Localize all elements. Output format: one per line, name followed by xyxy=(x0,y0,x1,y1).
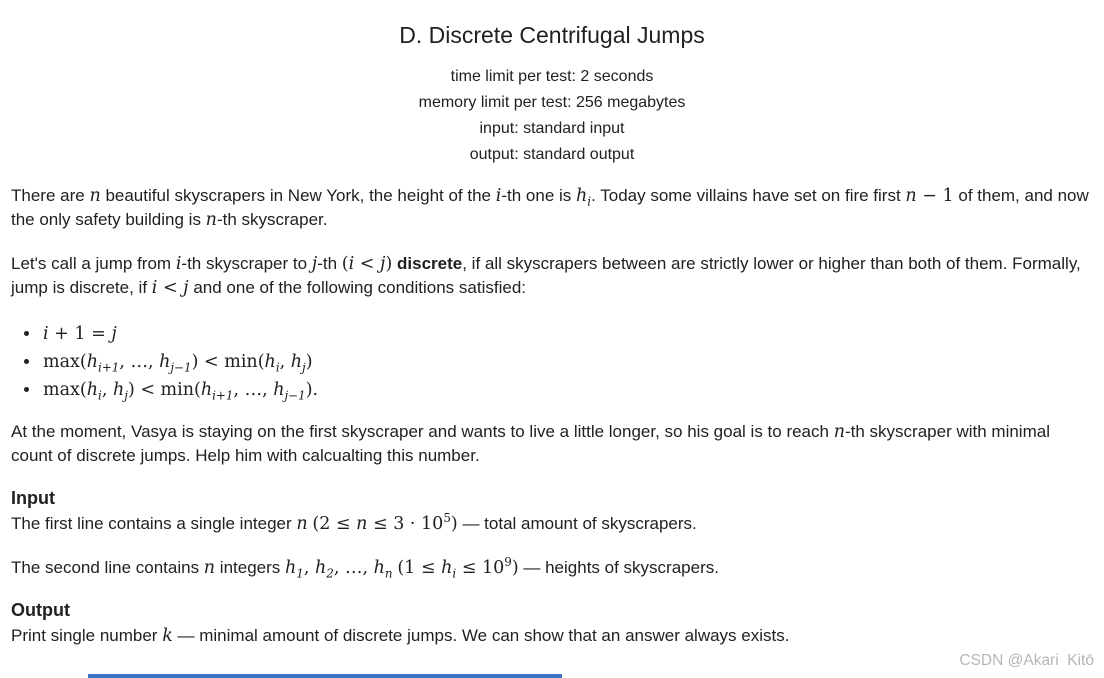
math: j xyxy=(311,254,318,274)
math: max( xyxy=(43,380,87,400)
math: $h_n$ xyxy=(373,558,393,581)
math: n xyxy=(833,422,845,442)
problem-page xyxy=(0,20,1104,648)
text: Let's call a jump from xyxy=(11,254,176,273)
text: , if all skyscrapers between are strictly lower or higher than both of them. Formally, jump is discrete, if xyxy=(11,254,1081,297)
list-item xyxy=(41,376,1093,404)
list-item xyxy=(41,348,1093,376)
math: , xyxy=(279,352,291,372)
math: ) xyxy=(450,514,458,534)
math: ) < min( xyxy=(191,352,265,372)
text: and one of the following conditions satisfied: xyxy=(188,278,526,297)
problem-limits xyxy=(11,64,1093,168)
math: $h_{j-1}$ xyxy=(273,380,306,403)
limit-line: input: standard input xyxy=(479,120,625,137)
math: ( xyxy=(341,254,349,274)
math: $h_i$ xyxy=(264,352,280,375)
math: i xyxy=(43,324,49,344)
limit-line: time limit per test: 2 seconds xyxy=(450,68,654,85)
math: ≤ xyxy=(456,558,482,578)
paragraph xyxy=(11,624,1093,648)
math: $h_i$ xyxy=(86,380,102,403)
text: beautiful skyscrapers in New York, the height of the xyxy=(100,186,496,205)
math: ). xyxy=(305,380,319,400)
math: ) xyxy=(511,558,519,578)
math: < xyxy=(354,254,381,274)
math: (2 ≤ xyxy=(312,514,357,534)
text: The second line contains xyxy=(11,558,204,577)
text: -th skyscraper with minimal count of discrete jumps. Help him with calcualting this number. xyxy=(11,422,1050,465)
math: $h_1$ xyxy=(285,558,304,581)
list-item xyxy=(41,320,1093,348)
math: $10^9$ xyxy=(481,555,512,578)
math: < xyxy=(157,278,184,298)
math: n xyxy=(89,186,101,206)
text: of them, and now the only safety building is xyxy=(11,186,1089,229)
problem-statement xyxy=(11,184,1093,648)
math: , …, xyxy=(119,352,160,372)
math: − 1 xyxy=(916,186,954,206)
text: . Today some villains have set on fire first xyxy=(591,186,906,205)
math: i xyxy=(151,278,158,298)
math: n xyxy=(905,186,917,206)
limit-line: memory limit per test: 256 megabytes xyxy=(418,94,686,111)
section-heading: Input xyxy=(11,488,55,508)
text: — total amount of skyscrapers. xyxy=(457,514,697,533)
math: , xyxy=(101,380,113,400)
text: -th skyscraper. xyxy=(216,210,328,229)
math: ) xyxy=(305,352,313,372)
math: $h_2$ xyxy=(315,558,334,581)
math: n xyxy=(203,558,216,578)
math: j xyxy=(183,278,189,298)
math: , …, xyxy=(333,558,374,578)
text: There are xyxy=(11,186,90,205)
problem-title: D. Discrete Centrifugal Jumps xyxy=(399,22,705,48)
math: ) xyxy=(385,254,393,274)
math: i xyxy=(495,186,502,206)
math: $h_j$ xyxy=(290,352,306,375)
math: $h_j$ xyxy=(112,380,128,403)
math: n xyxy=(296,514,308,534)
text: integers xyxy=(215,558,286,577)
paragraph xyxy=(11,512,1093,536)
text: Print single number xyxy=(11,626,163,645)
bold-text: discrete xyxy=(397,254,463,273)
math: n xyxy=(356,514,368,534)
watermark: CSDN @Akari Kitō xyxy=(959,652,1094,669)
limit-line: output: standard output xyxy=(469,146,635,163)
section-heading: Output xyxy=(11,600,70,620)
math: j xyxy=(380,254,386,274)
selection-bar xyxy=(88,674,562,678)
math: k xyxy=(162,626,173,646)
math: j xyxy=(111,324,117,344)
math: + 1 = xyxy=(48,324,112,344)
math: ≤ 3 · xyxy=(367,514,422,534)
paragraph xyxy=(11,252,1093,300)
math: , xyxy=(303,558,316,578)
text: -th one is xyxy=(501,186,576,205)
math: (1 ≤ xyxy=(397,558,442,578)
conditions-list xyxy=(11,320,1093,404)
math: , …, xyxy=(233,380,274,400)
math: i xyxy=(175,254,182,274)
text: The first line contains a single integer xyxy=(11,514,297,533)
text: — minimal amount of discrete jumps. We can show that an answer always exists. xyxy=(172,626,790,645)
text: At the moment, Vasya is staying on the first skyscraper and wants to live a little longer, so his goal is to reach xyxy=(11,422,834,441)
math: max( xyxy=(43,352,87,372)
text: -th skyscraper to xyxy=(181,254,312,273)
math: ) < min( xyxy=(127,380,201,400)
math: i xyxy=(348,254,355,274)
math: $h_{i+1}$ xyxy=(86,352,120,375)
math: $h_i$ xyxy=(441,558,457,581)
math: $h_{i+1}$ xyxy=(200,380,234,403)
text: — heights of skyscrapers. xyxy=(518,558,719,577)
math: $h_{j-1}$ xyxy=(159,352,192,375)
math: n xyxy=(205,210,217,230)
paragraph xyxy=(11,184,1093,232)
math: $10^5$ xyxy=(421,511,451,534)
paragraph xyxy=(11,556,1093,580)
math: $h_i$ xyxy=(576,186,592,209)
text: -th xyxy=(317,254,342,273)
paragraph xyxy=(11,420,1093,468)
